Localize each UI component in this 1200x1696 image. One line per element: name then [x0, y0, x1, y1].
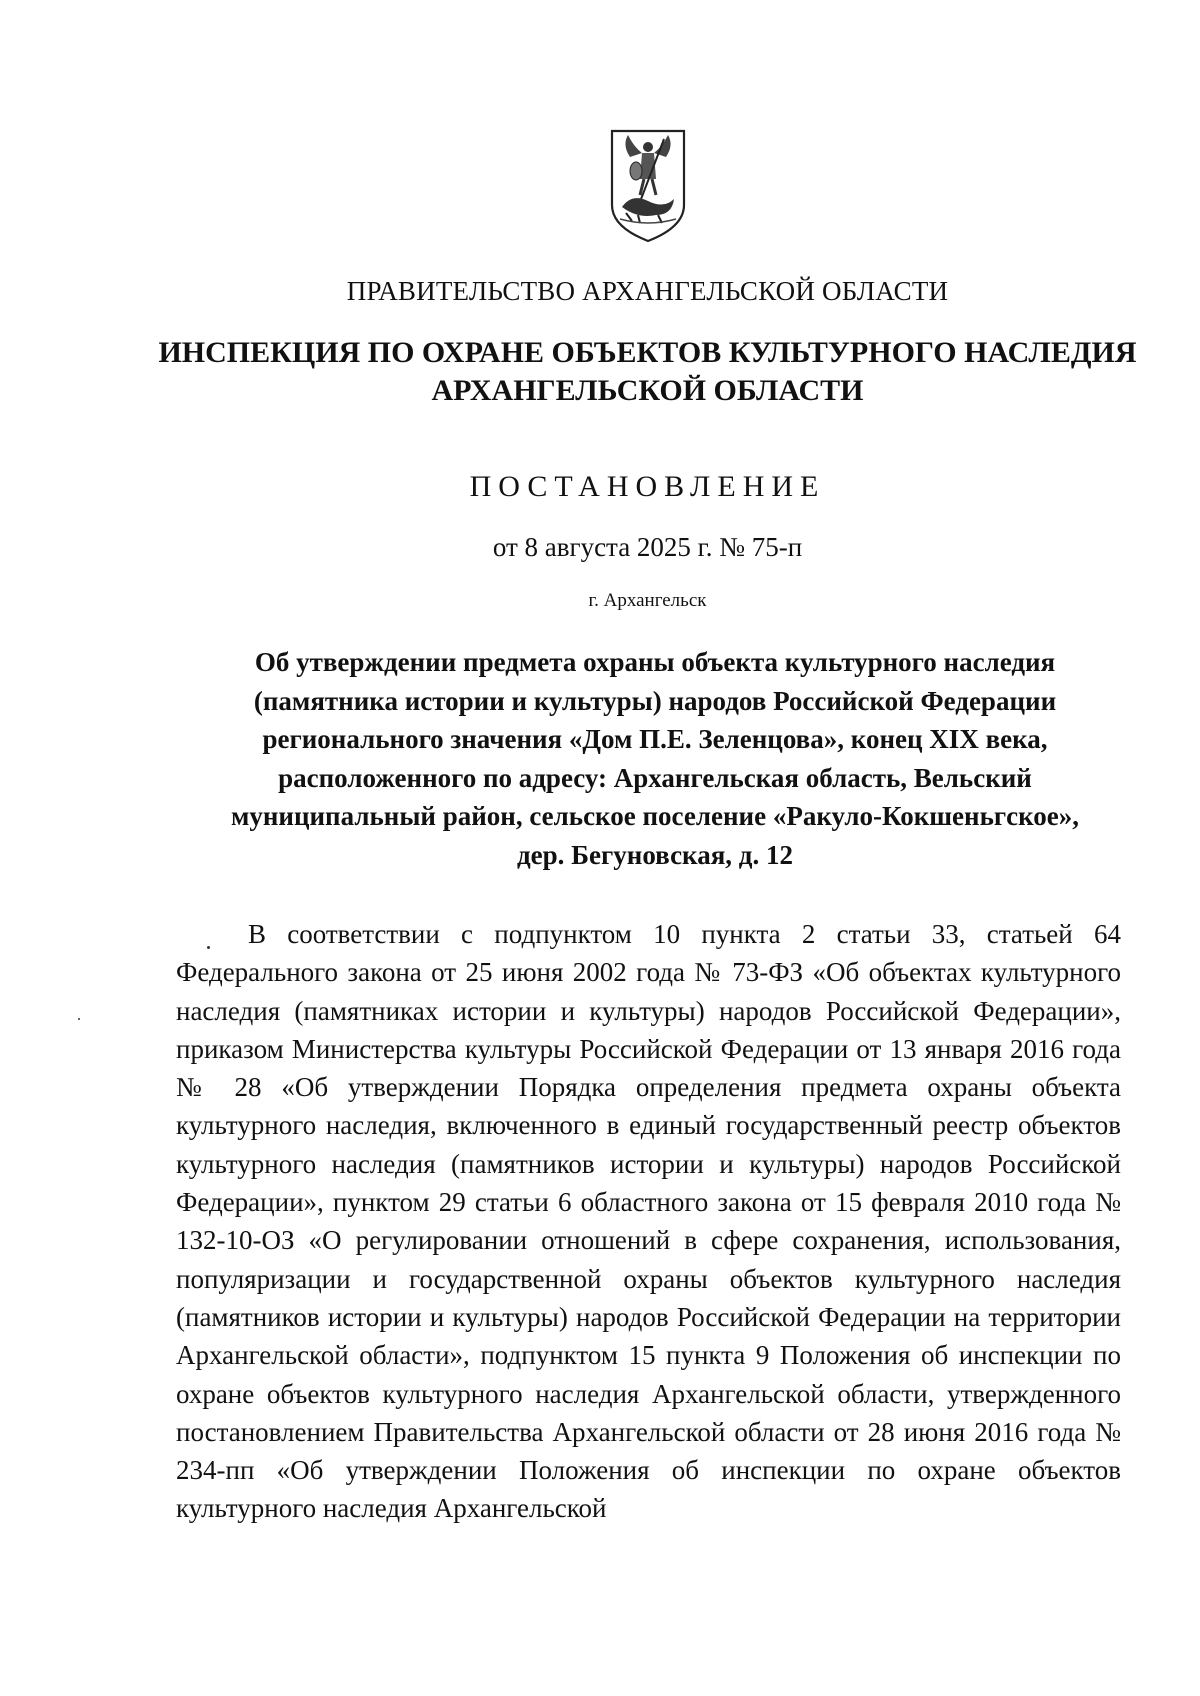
scan-artifact	[78, 1018, 80, 1020]
inspection-heading	[0, 334, 1200, 410]
subject-line: расположенного по адресу: Архангельская область, Вельский	[278, 762, 1032, 793]
subject-line: муниципальный район, сельское поселение «Ракуло-Кокшеньгское»,	[230, 801, 1080, 831]
inspection-heading-line2: АРХАНГЕЛЬСКОЙ ОБЛАСТИ	[431, 374, 864, 407]
document-place: г. Архангельск	[588, 590, 707, 611]
scan-artifact	[207, 946, 210, 949]
government-heading: ПРАВИТЕЛЬСТВО АРХАНГЕЛЬСКОЙ ОБЛАСТИ	[346, 276, 949, 306]
document-date-number: от 8 августа 2025 г. № 75-п	[492, 532, 803, 562]
document-type: ПОСТАНОВЛЕНИЕ	[469, 470, 826, 503]
subject-line: регионального значения «Дом П.Е. Зеленцова», конец XIX века,	[262, 724, 1048, 754]
subject-line: Об утверждении предмета охраны объекта культурного наследия	[254, 647, 1056, 677]
subject-line: (памятника истории и культуры) народов Российской Федерации	[253, 685, 1057, 716]
coat-of-arms-icon	[608, 127, 688, 245]
subject-line: дер. Бегуновская, д. 12	[517, 839, 793, 870]
document-subject	[190, 643, 1120, 874]
document-body: В соответствии с подпунктом 10 пункта 2 статьи 33, статьей 64 Федерального закона от 25 июня 2002 года № 73-ФЗ «Об объектах культурного наследия (памятниках истории и культуры) народов Российской Федерации», приказом Министерства культуры Российской Федерации от 13 января 2016 года № 28 «Об утверждении Порядка определения предмета охраны объекта культурного наследия, включенного в единый государственный реестр объектов культурного наследия (памятников истории и культуры) народов Российской Федерации», пунктом 29 статьи 6 областного закона от 15 февраля 2010 года № 132-10-ОЗ «О регулировании отношений в сфере сохранения, использования, популяризации и государственной охраны объектов культурного наследия (памятников истории и культуры) народов Российской Федерации на территории Архангельской области», подпунктом 15 пункта 9 Положения об инспекции по охране объектов культурного наследия Архангельской области, утвержденного постановлением Правительства Архангельской области от 28 июня 2016 года № 234-пп «Об утверждении Положения об инспекции по охране объектов культурного наследия Архангельской	[176, 919, 1121, 1524]
inspection-heading-line1: ИНСПЕКЦИЯ ПО ОХРАНЕ ОБЪЕКТОВ КУЛЬТУРНОГО НАСЛЕДИЯ	[158, 336, 1137, 369]
